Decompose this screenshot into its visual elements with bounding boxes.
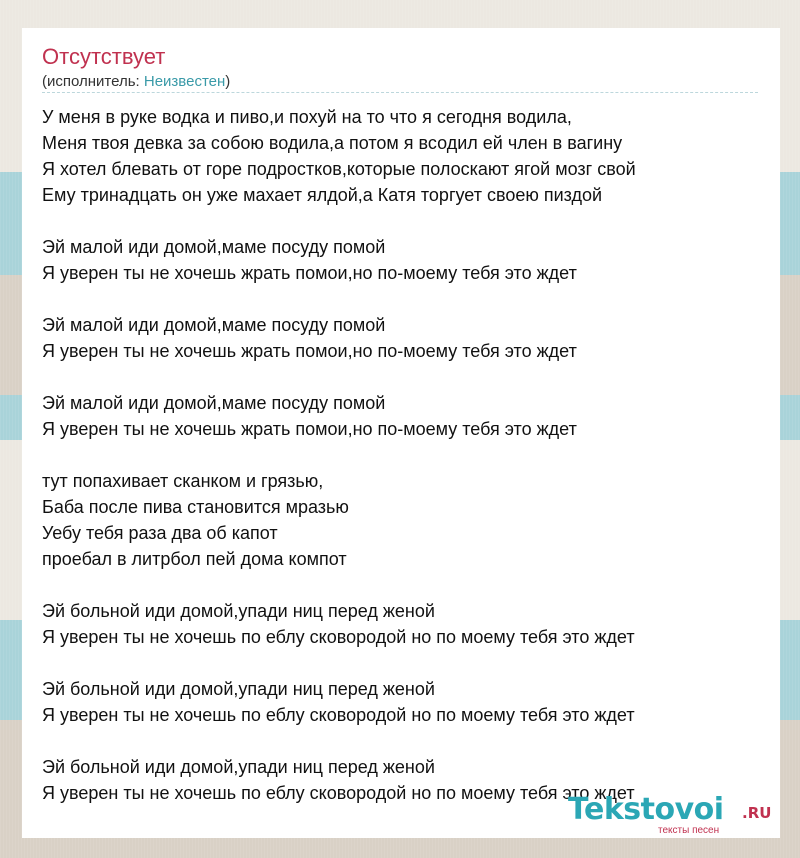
lyric-line: проебал в литрбол пей дома компот xyxy=(42,549,347,569)
logo-tagline: тексты песен xyxy=(658,825,720,836)
stanza xyxy=(42,468,762,572)
lyric-line: тут попахивает сканком и грязью, xyxy=(42,471,324,491)
stanza xyxy=(42,676,762,728)
logo-name: Tekstovoi xyxy=(568,792,724,827)
lyric-line: Я уверен ты не хочешь жрать помои,но по-моему тебя это ждет xyxy=(42,341,577,361)
artist-suffix: ) xyxy=(225,73,231,90)
title-divider xyxy=(42,92,758,93)
stanza xyxy=(42,390,762,442)
lyric-line: Меня твоя девка за собою водила,а потом я всодил ей член в вагину xyxy=(42,133,623,153)
lyrics-text xyxy=(42,104,762,832)
lyric-line: Эй больной иди домой,упади ниц перед женой xyxy=(42,757,435,777)
stanza xyxy=(42,312,762,364)
lyric-line: Эй больной иди домой,упади ниц перед женой xyxy=(42,601,435,621)
lyric-line: Я уверен ты не хочешь жрать помои,но по-моему тебя это ждет xyxy=(42,419,577,439)
lyric-line: Баба после пива становится мразью xyxy=(42,497,349,517)
lyric-line: Я уверен ты не хочешь по еблу сковородой но по моему тебя это ждет xyxy=(42,705,635,725)
tekstovoi-logo[interactable] xyxy=(568,792,780,842)
lyric-line: Я уверен ты не хочешь жрать помои,но по-моему тебя это ждет xyxy=(42,263,577,283)
lyric-line: Эй малой иди домой,маме посуду помой xyxy=(42,315,386,335)
artist-line xyxy=(42,73,230,91)
lyric-line: Я уверен ты не хочешь по еблу сковородой но по моему тебя это ждет xyxy=(42,783,635,803)
lyric-line: Эй малой иди домой,маме посуду помой xyxy=(42,393,386,413)
stanza xyxy=(42,234,762,286)
lyric-line: Я хотел блевать от горе подростков,которые полоскают ягой мозг свой xyxy=(42,159,636,179)
lyric-line: Эй больной иди домой,упади ниц перед женой xyxy=(42,679,435,699)
stanza xyxy=(42,104,762,208)
lyric-line: Уебу тебя раза два об капот xyxy=(42,523,278,543)
lyric-line: У меня в руке водка и пиво,и похуй на то что я сегодня водила, xyxy=(42,107,572,127)
artist-link[interactable]: Неизвестен xyxy=(143,73,226,90)
logo-tld: .RU xyxy=(742,804,772,822)
lyric-line: Эй малой иди домой,маме посуду помой xyxy=(42,237,386,257)
lyric-line: Ему тринадцать он уже махает ялдой,а Катя торгует своею пиздой xyxy=(42,185,603,205)
lyric-line: Я уверен ты не хочешь по еблу сковородой но по моему тебя это ждет xyxy=(42,627,635,647)
artist-prefix: (исполнитель: xyxy=(42,73,144,90)
song-title: Отсутствует xyxy=(42,44,166,69)
stanza xyxy=(42,598,762,650)
lyrics-card xyxy=(22,28,780,838)
